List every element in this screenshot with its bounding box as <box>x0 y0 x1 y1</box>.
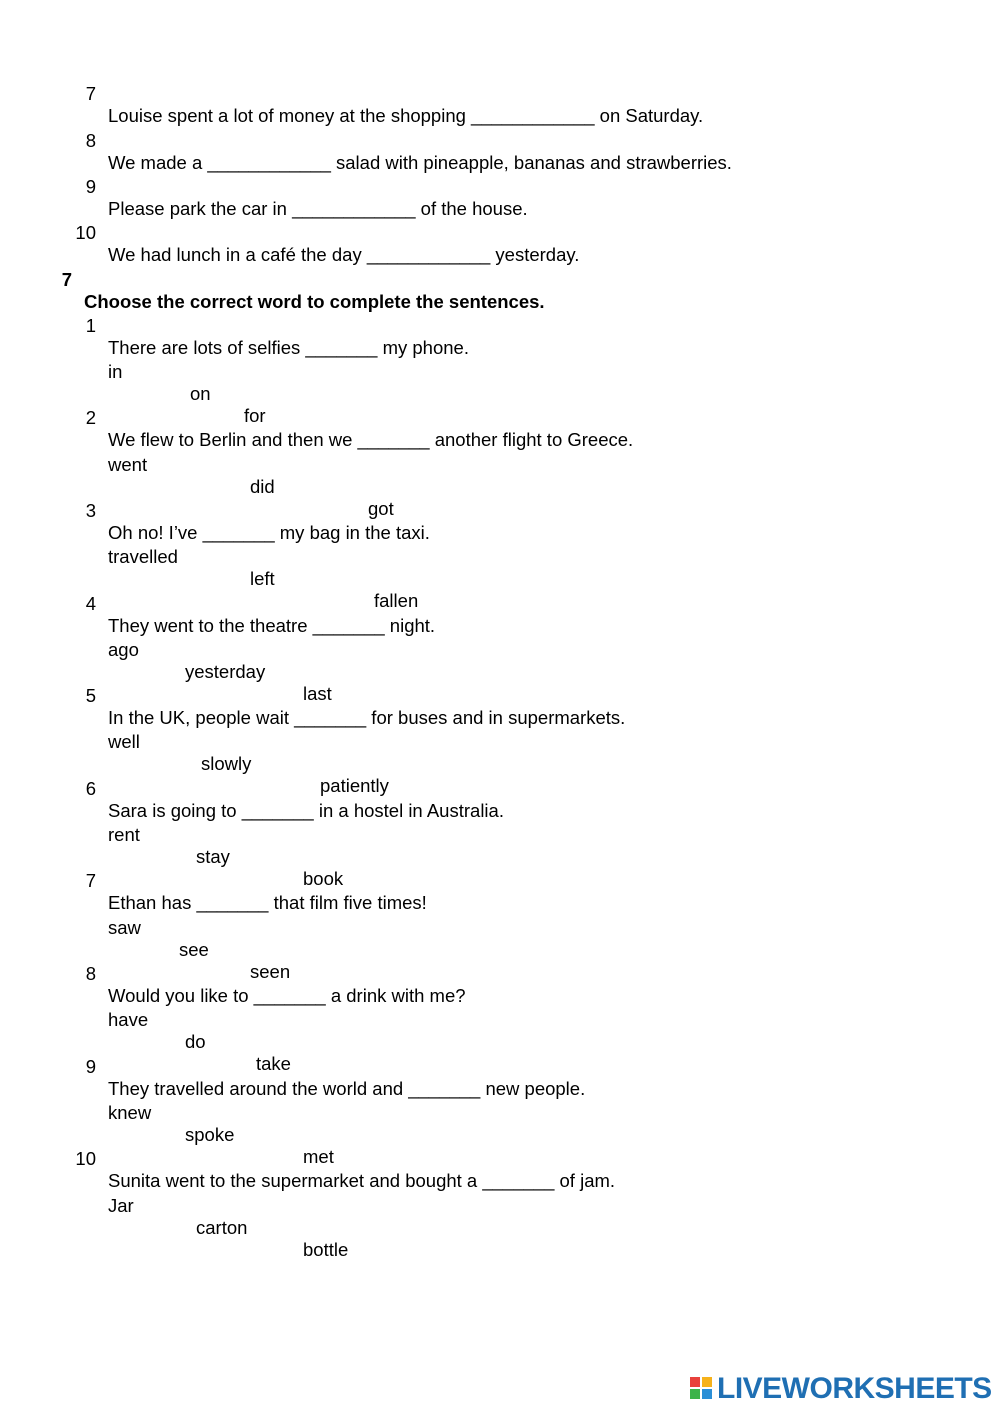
option[interactable]: patiently <box>320 775 389 796</box>
sentence: We flew to Berlin and then we _______ another flight to Greece. <box>108 429 634 450</box>
option[interactable]: take <box>256 1053 291 1074</box>
sentence: Ethan has _______ that film five times! <box>108 892 427 913</box>
option[interactable]: yesterday <box>185 661 266 682</box>
item-number: 4 <box>85 593 96 614</box>
item-number: 5 <box>85 685 96 706</box>
option[interactable]: fallen <box>374 590 419 611</box>
option[interactable]: do <box>185 1031 206 1052</box>
logo-text: LIVEWORKSHEETS <box>717 1372 992 1405</box>
liveworksheets-logo[interactable] <box>690 1372 990 1406</box>
option[interactable]: went <box>108 454 148 475</box>
answer-options <box>0 1173 349 1283</box>
option[interactable]: knew <box>108 1102 152 1123</box>
item-number: 7 <box>85 83 96 104</box>
item-number: 10 <box>75 1148 96 1169</box>
item-number: 8 <box>85 963 96 984</box>
item-number: 6 <box>85 778 96 799</box>
option[interactable]: carton <box>196 1217 248 1238</box>
sentence: Sara is going to _______ in a hostel in Australia. <box>108 800 504 821</box>
item-number: 8 <box>85 130 96 151</box>
sentence: In the UK, people wait _______ for buses and in supermarkets. <box>108 707 626 728</box>
sentence: We had lunch in a café the day ____________ yesterday. <box>108 244 580 265</box>
option[interactable]: seen <box>250 961 291 982</box>
sentence: Would you like to _______ a drink with me? <box>108 985 466 1006</box>
option[interactable]: travelled <box>108 546 178 567</box>
option[interactable]: did <box>250 476 275 497</box>
option[interactable]: got <box>368 498 394 519</box>
option[interactable]: met <box>303 1146 334 1167</box>
sentence: We made a ____________ salad with pineapple, bananas and strawberries. <box>108 152 732 173</box>
option[interactable]: ago <box>108 639 139 660</box>
option[interactable]: saw <box>108 917 141 938</box>
sentence: Louise spent a lot of money at the shopping ____________ on Saturday. <box>108 105 704 126</box>
option[interactable]: for <box>244 405 266 426</box>
option[interactable]: in <box>108 361 123 382</box>
option[interactable]: rent <box>108 824 140 845</box>
option[interactable]: see <box>179 939 209 960</box>
sentence: There are lots of selfies _______ my phone. <box>108 337 469 358</box>
option[interactable]: bottle <box>303 1239 349 1260</box>
sentence: Sunita went to the supermarket and bought a _______ of jam. <box>108 1170 616 1191</box>
item-number: 3 <box>85 500 96 521</box>
option[interactable]: left <box>250 568 275 589</box>
item-number: 9 <box>85 1056 96 1077</box>
sentence: Please park the car in ____________ of the house. <box>108 198 528 219</box>
sentence: Oh no! I’ve _______ my bag in the taxi. <box>108 522 430 543</box>
option[interactable]: well <box>108 731 140 752</box>
option[interactable]: on <box>190 383 211 404</box>
item-number: 9 <box>85 176 96 197</box>
option[interactable]: last <box>303 683 332 704</box>
option[interactable]: stay <box>196 846 230 867</box>
option[interactable]: slowly <box>201 753 252 774</box>
item-number: 2 <box>85 407 96 428</box>
option[interactable]: spoke <box>185 1124 235 1145</box>
sentence: They travelled around the world and _______ new people. <box>108 1078 586 1099</box>
option[interactable]: book <box>303 868 344 889</box>
item-number: 1 <box>85 315 96 336</box>
item-number: 10 <box>75 222 96 243</box>
option[interactable]: Jar <box>108 1195 134 1216</box>
item-number: 7 <box>85 870 96 891</box>
option[interactable]: have <box>108 1009 149 1030</box>
exercise-number: 7 <box>61 269 72 290</box>
sentence: They went to the theatre _______ night. <box>108 615 436 636</box>
liveworksheets-logo-icon <box>690 1377 714 1401</box>
exercise-instruction: Choose the correct word to complete the sentences. <box>84 291 545 312</box>
